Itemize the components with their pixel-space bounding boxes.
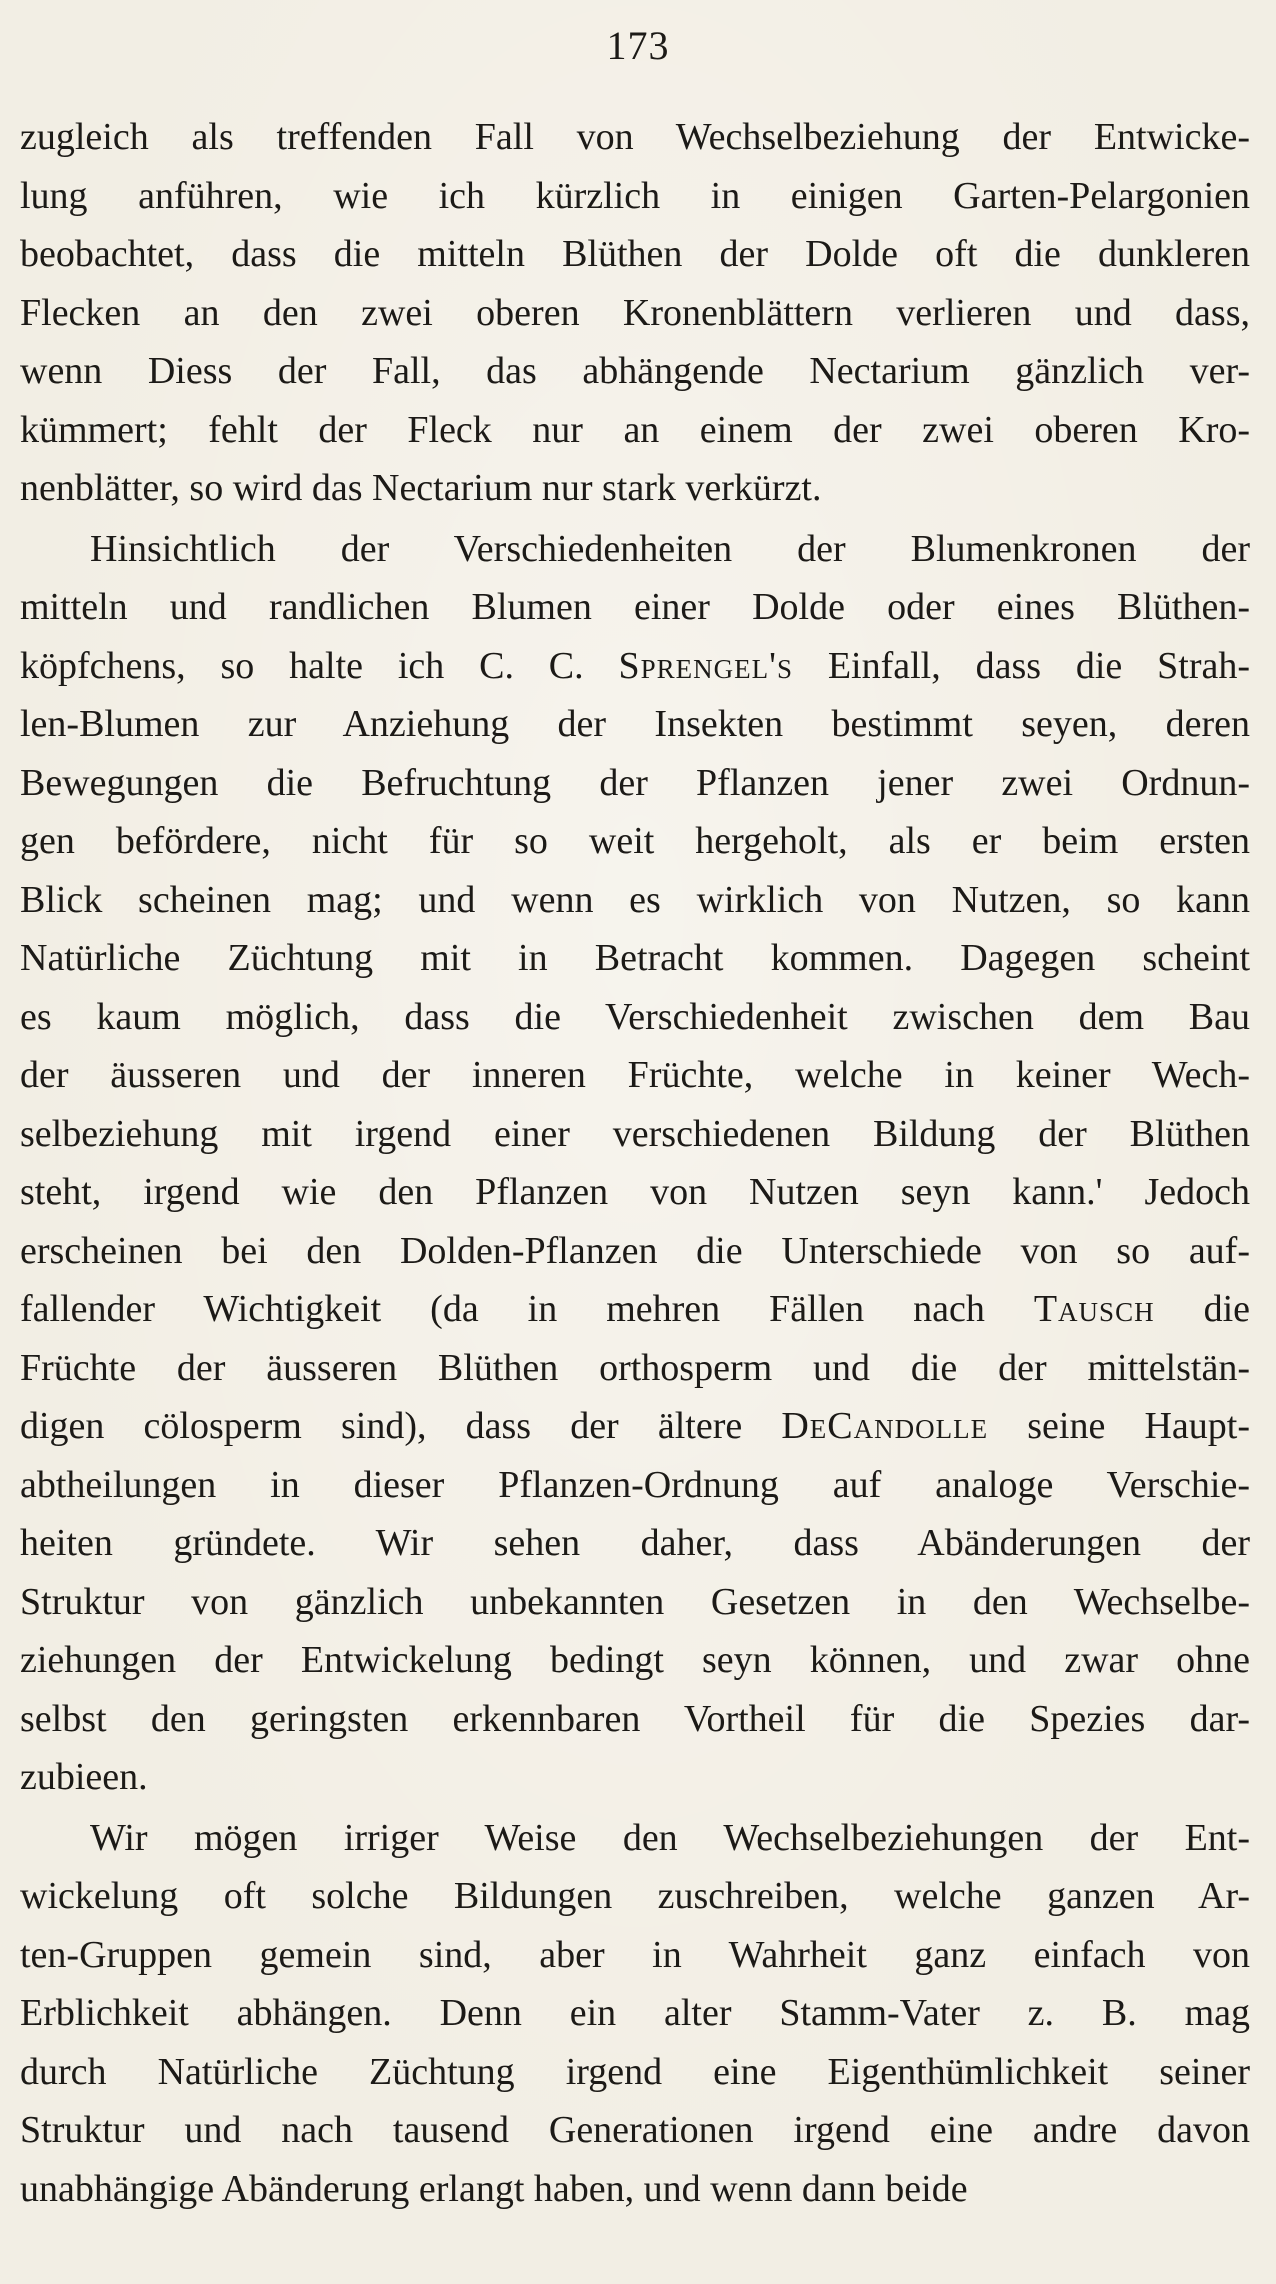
text-line: [20, 225, 1250, 284]
text-segment: Blick scheinen mag; und wenn es wirklich von Nutzen, so kann: [20, 878, 1250, 921]
text-segment: Bewegungen die Befruchtung der Pflanzen jener zwei Ordnun-: [20, 761, 1250, 804]
text-segment: Wir mögen irriger Weise den Wechselbeziehungen der Ent-: [90, 1816, 1250, 1859]
text-line: [20, 1280, 1250, 1339]
text-segment: Einfall, dass die Strah-: [792, 644, 1250, 687]
text-segment: fallender Wichtigkeit (da in mehren Fällen nach: [20, 1288, 1034, 1330]
body-text: [20, 108, 1250, 2218]
text-segment: köpfchens, so halte ich C. C.: [20, 644, 619, 687]
text-segment: kümmert; fehlt der Fleck nur an einem der zwei oberen Kro-: [20, 408, 1250, 451]
text-segment: Flecken an den zwei oberen Kronenblättern verlieren und dass,: [20, 291, 1250, 334]
text-segment: ten-Gruppen gemein sind, aber in Wahrheit ganz einfach von: [20, 1933, 1250, 1976]
text-line: [20, 1984, 1250, 2043]
text-segment: Erblichkeit abhängen. Denn ein alter Stamm-Vater z. B. mag: [20, 1992, 1250, 2034]
text-line: [20, 754, 1250, 813]
text-segment: ziehungen der Entwickelung bedingt seyn können, und zwar ohne: [20, 1639, 1250, 1681]
text-line: [20, 1631, 1250, 1690]
text-segment: Struktur von gänzlich unbekannten Gesetzen in den Wechselbe-: [20, 1580, 1250, 1623]
text-segment: steht, irgend wie den Pflanzen von Nutzen seyn kann.' Jedoch: [20, 1171, 1250, 1213]
text-segment: Natürliche Züchtung mit in Betracht kommen. Dagegen scheint: [20, 937, 1250, 979]
text-line: [20, 2101, 1250, 2160]
text-segment: lung anführen, wie ich kürzlich in einigen Garten-Pelargonien: [20, 174, 1250, 217]
text-line: [20, 167, 1250, 226]
text-line: [20, 1573, 1250, 1632]
text-segment: mitteln und randlichen Blumen einer Dolde oder eines Blüthen-: [20, 586, 1250, 628]
text-line: [20, 1105, 1250, 1164]
text-line: [20, 1690, 1250, 1749]
text-segment: zugleich als treffenden Fall von Wechselbeziehung der Entwicke-: [20, 116, 1250, 158]
page-number: 173: [606, 23, 670, 68]
author-name: DeCandolle: [781, 1405, 989, 1447]
text-line: [20, 2043, 1250, 2102]
text-segment: gen befördere, nicht für so weit hergeholt, als er beim ersten: [20, 820, 1250, 862]
text-line: [20, 929, 1250, 988]
text-segment: beobachtet, dass die mitteln Blüthen der Dolde oft die dunkleren: [20, 233, 1250, 275]
author-name: Sprengel's: [618, 644, 793, 687]
text-segment: erscheinen bei den Dolden-Pflanzen die Unterschiede von so auf-: [20, 1229, 1250, 1272]
text-line: [20, 459, 1250, 518]
text-line: [20, 284, 1250, 343]
text-segment: abtheilungen in dieser Pflanzen-Ordnung auf analoge Verschie-: [20, 1463, 1250, 1506]
text-line: [20, 871, 1250, 930]
text-line: [20, 578, 1250, 637]
paragraph: [20, 1809, 1250, 2219]
text-line: [20, 637, 1250, 696]
text-line: [20, 812, 1250, 871]
paragraph: [20, 108, 1250, 518]
text-segment: zubieen.: [20, 1756, 148, 1798]
text-segment: unabhängige Abänderung erlangt haben, und wenn dann beide: [20, 2167, 968, 2210]
text-line: [20, 1397, 1250, 1456]
text-segment: nenblätter, so wird das Nectarium nur stark verkürzt.: [20, 467, 822, 509]
text-line: [20, 988, 1250, 1047]
text-line: [20, 695, 1250, 754]
text-segment: heiten gründete. Wir sehen daher, dass Abänderungen der: [20, 1522, 1250, 1564]
text-line: [20, 108, 1250, 167]
text-line: [20, 520, 1250, 579]
text-line: [20, 1046, 1250, 1105]
text-segment: Struktur und nach tausend Generationen irgend eine andre davon: [20, 2109, 1250, 2151]
text-line: [20, 1809, 1250, 1868]
text-segment: Hinsichtlich der Verschiedenheiten der Blumenkronen der: [90, 527, 1250, 570]
text-line: [20, 1456, 1250, 1515]
text-line: [20, 1926, 1250, 1985]
text-line: [20, 1163, 1250, 1222]
text-segment: digen cölosperm sind), dass der ältere: [20, 1405, 782, 1447]
text-segment: len-Blumen zur Anziehung der Insekten bestimmt seyen, deren: [20, 703, 1250, 745]
text-line: [20, 1339, 1250, 1398]
text-line: [20, 1222, 1250, 1281]
text-line: [20, 401, 1250, 460]
text-line: [20, 1867, 1250, 1926]
text-segment: der äusseren und der inneren Früchte, welche in keiner Wech-: [20, 1054, 1250, 1096]
text-segment: durch Natürliche Züchtung irgend eine Eigenthümlichkeit seiner: [20, 2050, 1250, 2093]
text-line: [20, 2160, 1250, 2219]
text-segment: wenn Diess der Fall, das abhängende Nectarium gänzlich ver-: [20, 350, 1250, 392]
text-segment: wickelung oft solche Bildungen zuschreiben, welche ganzen Ar-: [20, 1875, 1250, 1917]
text-segment: selbeziehung mit irgend einer verschiedenen Bildung der Blüthen: [20, 1112, 1250, 1155]
author-name: Tausch: [1033, 1288, 1155, 1330]
text-segment: die: [1154, 1288, 1250, 1330]
text-line: [20, 342, 1250, 401]
text-segment: seine Haupt-: [988, 1405, 1250, 1447]
text-line: [20, 1748, 1250, 1807]
text-segment: selbst den geringsten erkennbaren Vortheil für die Spezies dar-: [20, 1697, 1250, 1740]
text-segment: es kaum möglich, dass die Verschiedenheit zwischen dem Bau: [20, 995, 1250, 1038]
text-line: [20, 1514, 1250, 1573]
paragraph: [20, 520, 1250, 1807]
text-segment: Früchte der äusseren Blüthen orthosperm und die der mittelstän-: [20, 1346, 1250, 1389]
